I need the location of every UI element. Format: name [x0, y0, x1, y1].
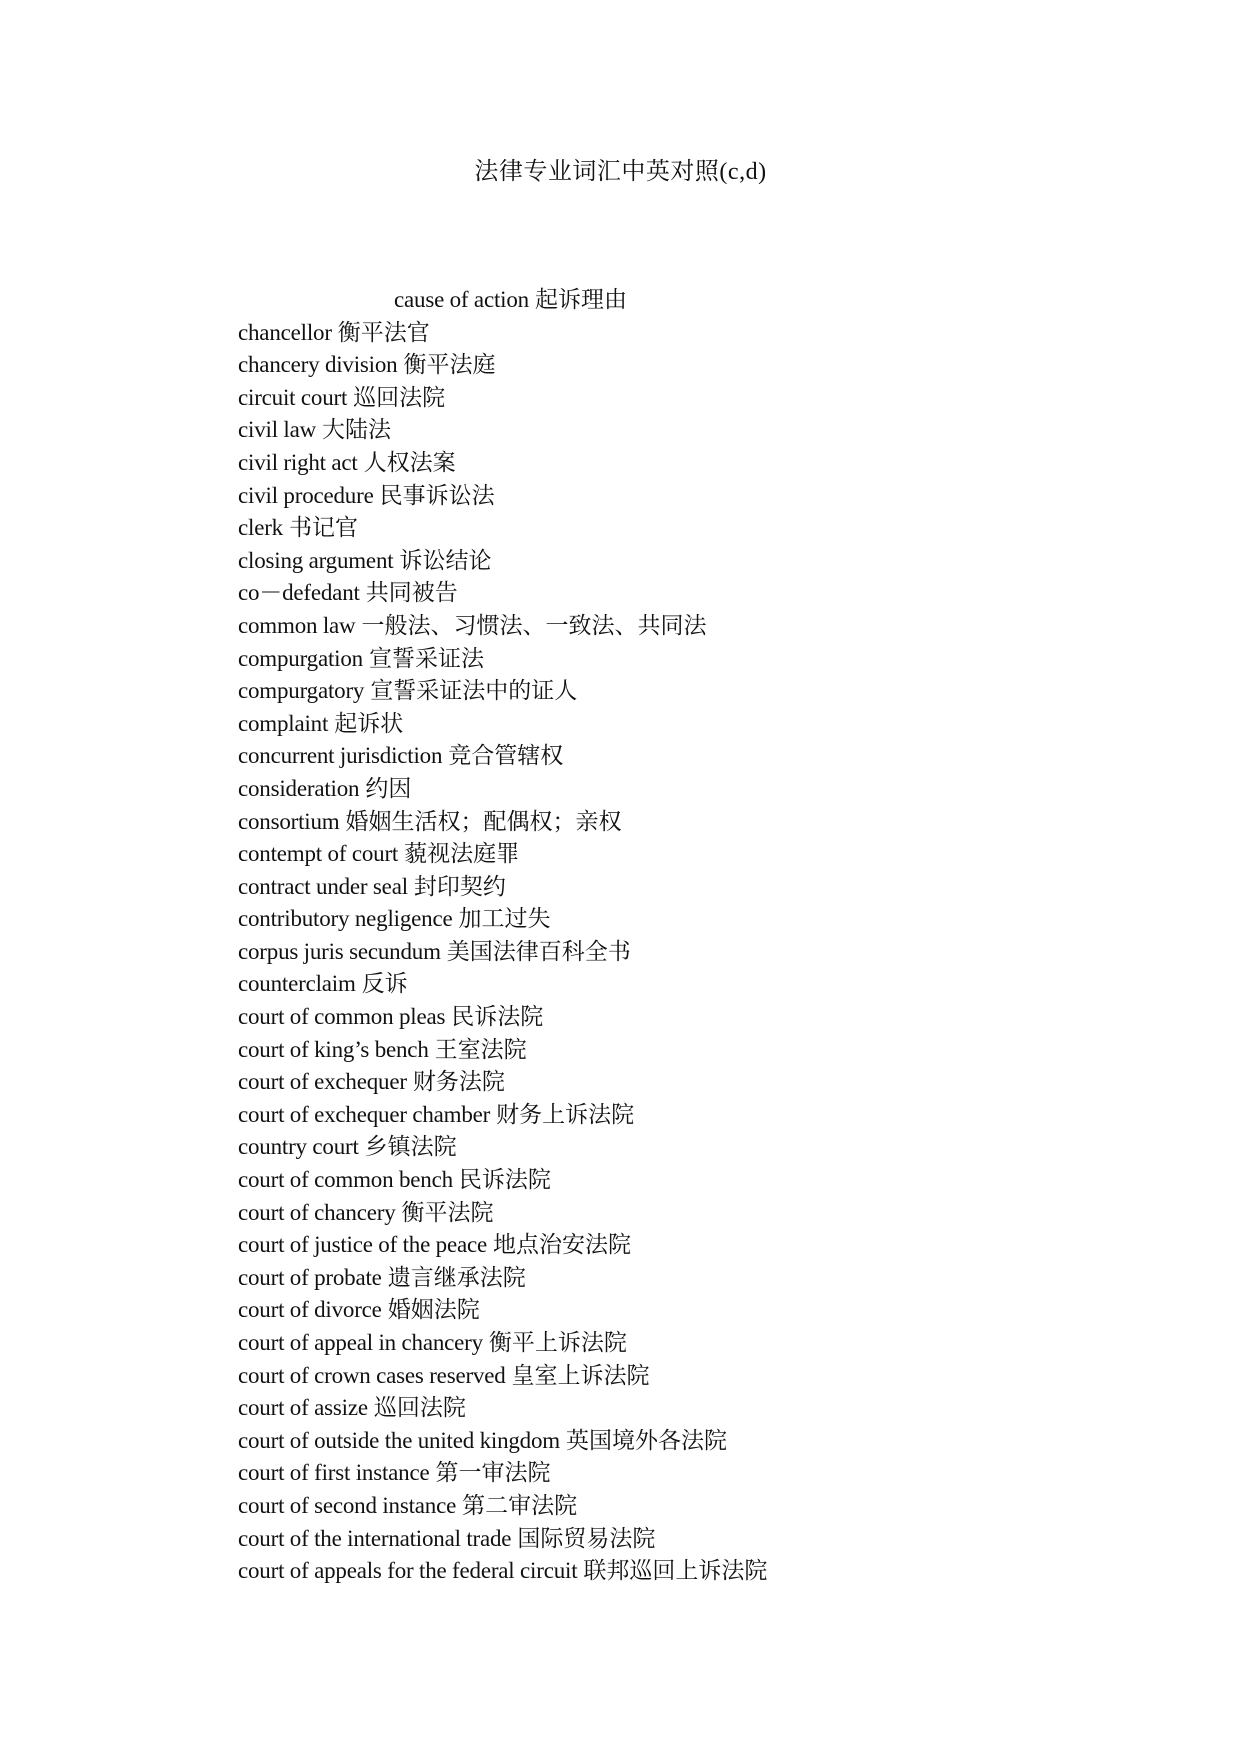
entry-chinese: 书记官 — [288, 515, 358, 541]
entry-chinese: 约因 — [365, 775, 412, 801]
entry-chinese: 王室法院 — [434, 1036, 527, 1062]
entry-english: court of justice of the peace — [238, 1232, 487, 1258]
entry-chinese: 竞合管辖权 — [448, 743, 564, 769]
glossary-entry — [238, 1197, 1138, 1230]
glossary-entry — [238, 675, 1138, 708]
glossary-entry — [238, 284, 1138, 317]
entry-chinese: 加工过失 — [458, 906, 551, 932]
glossary-entry — [238, 480, 1138, 513]
entry-english: concurrent jurisdiction — [238, 743, 443, 769]
entry-english: contempt of court — [238, 841, 399, 867]
entry-chinese: 巡回法院 — [353, 384, 446, 410]
glossary-entry — [238, 414, 1138, 447]
entry-chinese: 英国境外各法院 — [565, 1427, 727, 1453]
entry-english: chancellor — [238, 319, 332, 345]
entry-chinese: 民诉法院 — [451, 1004, 544, 1030]
entry-chinese: 美国法律百科全书 — [446, 938, 631, 964]
entry-english: court of common pleas — [238, 1004, 446, 1030]
glossary-entry — [238, 1001, 1138, 1034]
entry-chinese: 巡回法院 — [373, 1395, 466, 1421]
entry-english: complaint — [238, 710, 329, 736]
entry-english: court of king’s bench — [238, 1036, 429, 1062]
glossary-entry — [238, 1262, 1138, 1295]
entry-english: counterclaim — [238, 971, 356, 997]
entry-chinese: 婚姻生活权；配偶权；亲权 — [345, 808, 622, 834]
entry-chinese: 封印契约 — [413, 873, 506, 899]
entry-english: court of second instance — [238, 1492, 457, 1518]
glossary-entry — [238, 1327, 1138, 1360]
glossary-entry — [238, 382, 1138, 415]
entry-chinese: 联邦巡回上诉法院 — [583, 1558, 768, 1584]
glossary-entry — [238, 1457, 1138, 1490]
entry-english: closing argument — [238, 547, 394, 573]
glossary-entry — [238, 1066, 1138, 1099]
glossary-entry — [238, 577, 1138, 610]
entry-chinese: 婚姻法院 — [387, 1297, 480, 1323]
entry-english: court of probate — [238, 1264, 382, 1290]
entry-english: chancery division — [238, 352, 398, 378]
entry-english: common law — [238, 612, 356, 638]
glossary-entry — [238, 1392, 1138, 1425]
entry-english: circuit court — [238, 384, 348, 410]
entry-english: court of chancery — [238, 1199, 396, 1225]
glossary-entry — [238, 708, 1138, 741]
entry-chinese: 衡平法院 — [401, 1199, 494, 1225]
entry-english: court of common bench — [238, 1167, 453, 1193]
glossary-list — [238, 284, 1138, 1588]
entry-chinese: 第一审法院 — [435, 1460, 551, 1486]
entry-chinese: 宣誓采证法中的证人 — [370, 678, 578, 704]
glossary-entry — [238, 610, 1138, 643]
entry-english: compurgatory — [238, 678, 365, 704]
entry-chinese: 共同被告 — [365, 580, 458, 606]
entry-english: contract under seal — [238, 873, 408, 899]
glossary-entry — [238, 838, 1138, 871]
glossary-entry — [238, 1034, 1138, 1067]
entry-english: civil right act — [238, 449, 358, 475]
entry-chinese: 诉讼结论 — [399, 547, 492, 573]
glossary-entry — [238, 1490, 1138, 1523]
glossary-entry — [238, 871, 1138, 904]
entry-chinese: 地点治安法院 — [493, 1232, 631, 1258]
entry-english: consortium — [238, 808, 340, 834]
glossary-entry — [238, 1360, 1138, 1393]
glossary-entry — [238, 317, 1138, 350]
glossary-entry — [238, 1099, 1138, 1132]
entry-chinese: 国际贸易法院 — [517, 1525, 656, 1551]
entry-chinese: 衡平法庭 — [403, 352, 496, 378]
entry-english: court of crown cases reserved — [238, 1362, 506, 1388]
entry-english: contributory negligence — [238, 906, 453, 932]
entry-english: country court — [238, 1134, 359, 1160]
entry-chinese: 民诉法院 — [458, 1167, 551, 1193]
entry-english: court of first instance — [238, 1460, 430, 1486]
entry-english: court of appeals for the federal circuit — [238, 1558, 578, 1584]
entry-chinese: 起诉理由 — [534, 287, 627, 312]
entry-chinese: 人权法案 — [363, 449, 456, 475]
entry-english: court of divorce — [238, 1297, 382, 1323]
glossary-entry — [238, 447, 1138, 480]
entry-english: consideration — [238, 775, 360, 801]
entry-chinese: 反诉 — [361, 971, 408, 997]
glossary-entry — [238, 1164, 1138, 1197]
entry-english: court of exchequer chamber — [238, 1101, 491, 1127]
glossary-entry — [238, 643, 1138, 676]
glossary-entry — [238, 1294, 1138, 1327]
entry-english: cause of action — [394, 287, 529, 312]
entry-chinese: 起诉状 — [334, 710, 404, 736]
glossary-entry — [238, 773, 1138, 806]
entry-english: court of assize — [238, 1395, 368, 1421]
entry-chinese: 民事诉讼法 — [379, 482, 495, 508]
entry-chinese: 宣誓采证法 — [368, 645, 484, 671]
entry-chinese: 财务法院 — [412, 1069, 505, 1095]
entry-english: court of appeal in chancery — [238, 1330, 483, 1355]
entry-chinese: 遗言继承法院 — [387, 1264, 526, 1290]
entry-english: court of outside the united kingdom — [238, 1427, 560, 1453]
entry-chinese: 第二审法院 — [462, 1492, 578, 1518]
glossary-entry — [238, 1425, 1138, 1458]
glossary-entry — [238, 1131, 1138, 1164]
entry-english: co－defedant — [238, 580, 360, 606]
glossary-entry — [238, 349, 1138, 382]
entry-english: court of exchequer — [238, 1069, 407, 1095]
entry-english: court of the international trade — [238, 1525, 512, 1551]
entry-chinese: 大陆法 — [322, 417, 392, 443]
glossary-entry — [238, 1555, 1138, 1588]
glossary-entry — [238, 936, 1138, 969]
entry-english: compurgation — [238, 645, 363, 671]
entry-english: civil law — [238, 417, 317, 443]
glossary-entry — [238, 968, 1138, 1001]
glossary-entry — [238, 903, 1138, 936]
glossary-entry — [238, 1229, 1138, 1262]
glossary-entry — [238, 806, 1138, 839]
glossary-entry — [238, 512, 1138, 545]
glossary-entry — [238, 545, 1138, 578]
entry-chinese: 衡平法官 — [337, 319, 430, 345]
entry-chinese: 乡镇法院 — [364, 1134, 457, 1160]
glossary-entry — [238, 740, 1138, 773]
entry-chinese: 皇室上诉法院 — [511, 1362, 650, 1388]
entry-english: civil procedure — [238, 482, 374, 508]
entry-chinese: 一般法、习惯法、一致法、共同法 — [361, 612, 707, 638]
entry-chinese: 衡平上诉法院 — [488, 1330, 627, 1355]
entry-english: clerk — [238, 515, 283, 541]
document-title: 法律专业词汇中英对照(c,d) — [474, 159, 767, 185]
entry-chinese: 藐视法庭罪 — [404, 841, 520, 867]
entry-chinese: 财务上诉法院 — [496, 1101, 635, 1127]
entry-english: corpus juris secundum — [238, 938, 441, 964]
glossary-entry — [238, 1523, 1138, 1556]
